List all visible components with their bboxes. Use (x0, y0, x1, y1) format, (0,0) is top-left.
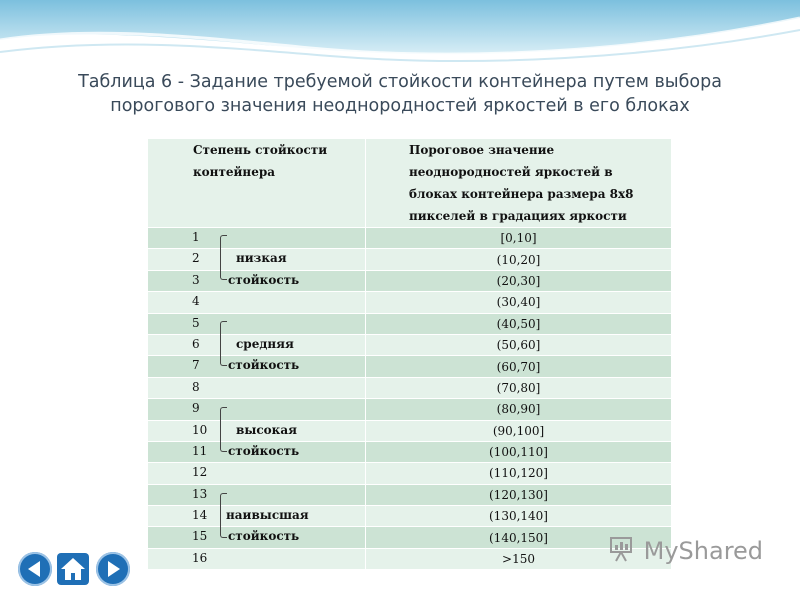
home-button[interactable] (57, 553, 89, 585)
threshold-value-cell: (30,40] (366, 292, 672, 313)
resistance-cell (148, 334, 366, 355)
resistance-cell (148, 249, 366, 270)
threshold-value-cell: (80,90] (366, 399, 672, 420)
threshold-value-cell: (60,70] (366, 356, 672, 377)
resistance-group-label: наивысшая (226, 508, 309, 523)
resistance-cell (148, 548, 366, 569)
group-brace-medium (220, 321, 227, 366)
resistance-number: 12 (192, 465, 208, 480)
title-line-1: Таблица 6 - Задание требуемой стойкости контейнера путем выбора (78, 72, 722, 92)
title-line-2: порогового значения неоднородностей яркостей в его блоках (110, 96, 690, 116)
resistance-cell (148, 228, 366, 249)
resistance-cell (148, 377, 366, 398)
table-row (148, 463, 672, 484)
resistance-number: 11 (192, 443, 208, 458)
threshold-value-cell: (40,50] (366, 313, 672, 334)
resistance-number: 6 (192, 336, 200, 351)
slide-title (40, 70, 760, 118)
threshold-value-cell: (20,30] (366, 270, 672, 291)
resistance-group-label: средняя (236, 336, 294, 351)
home-icon (57, 553, 89, 585)
resistance-number: 1 (192, 230, 200, 244)
resistance-number: 4 (192, 294, 200, 309)
resistance-group-label: низкая (236, 251, 287, 266)
table-row (148, 292, 672, 313)
group-brace-low (220, 235, 227, 280)
resistance-number: 3 (192, 272, 200, 287)
threshold-value-cell: (100,110] (366, 441, 672, 462)
resistance-cell (148, 292, 366, 313)
group-brace-high (220, 407, 227, 452)
next-slide-button[interactable] (96, 552, 130, 586)
group-brace-highest (220, 493, 227, 538)
resistance-cell (148, 441, 366, 462)
header-wave-decoration (0, 0, 800, 70)
presentation-board-icon (608, 536, 636, 562)
resistance-group-label: стойкость (228, 443, 300, 458)
resistance-number: 5 (192, 315, 200, 330)
resistance-group-label: стойкость (228, 529, 300, 544)
resistance-cell (148, 484, 366, 505)
table-header-row (148, 139, 672, 228)
resistance-number: 13 (192, 486, 208, 501)
resistance-number: 8 (192, 379, 200, 394)
threshold-value-cell: (120,130] (366, 484, 672, 505)
resistance-number: 9 (192, 401, 200, 416)
resistance-cell (148, 420, 366, 441)
resistance-number: 16 (192, 550, 208, 565)
threshold-value-cell: >150 (366, 548, 672, 569)
prev-slide-button[interactable] (18, 552, 52, 586)
logo-text: MyShared (643, 537, 764, 565)
table-row (148, 377, 672, 398)
arrow-right-icon (96, 552, 130, 586)
resistance-number: 10 (192, 422, 208, 437)
resistance-group-label: стойкость (228, 358, 300, 373)
resistance-cell (148, 399, 366, 420)
resistance-cell (148, 463, 366, 484)
resistance-group-label: стойкость (228, 272, 300, 287)
threshold-value-cell: (50,60] (366, 334, 672, 355)
resistance-cell (148, 270, 366, 291)
threshold-value-cell: (110,120] (366, 463, 672, 484)
resistance-number: 15 (192, 529, 208, 544)
resistance-cell (148, 506, 366, 527)
threshold-value-cell: (130,140] (366, 506, 672, 527)
resistance-number: 14 (192, 508, 208, 523)
resistance-number: 7 (192, 358, 200, 373)
threshold-value-cell: [0,10] (366, 228, 672, 249)
table-row (148, 548, 672, 569)
threshold-value-cell: (90,100] (366, 420, 672, 441)
threshold-value-cell: (10,20] (366, 249, 672, 270)
header-threshold-value: Пороговое значение неоднородностей яркостей в блоках контейнера размера 8х8 пикселей в градациях яркости (366, 139, 672, 228)
threshold-value-cell: (140,150] (366, 527, 672, 548)
threshold-value-cell: (70,80] (366, 377, 672, 398)
resistance-cell (148, 527, 366, 548)
resistance-group-label: высокая (236, 422, 297, 437)
myshared-logo (608, 536, 763, 565)
arrow-left-icon (18, 552, 52, 586)
resistance-cell (148, 356, 366, 377)
resistance-threshold-table (147, 138, 671, 570)
resistance-number: 2 (192, 251, 200, 266)
resistance-cell (148, 313, 366, 334)
header-resistance-degree: Степень стойкости контейнера (148, 139, 366, 228)
